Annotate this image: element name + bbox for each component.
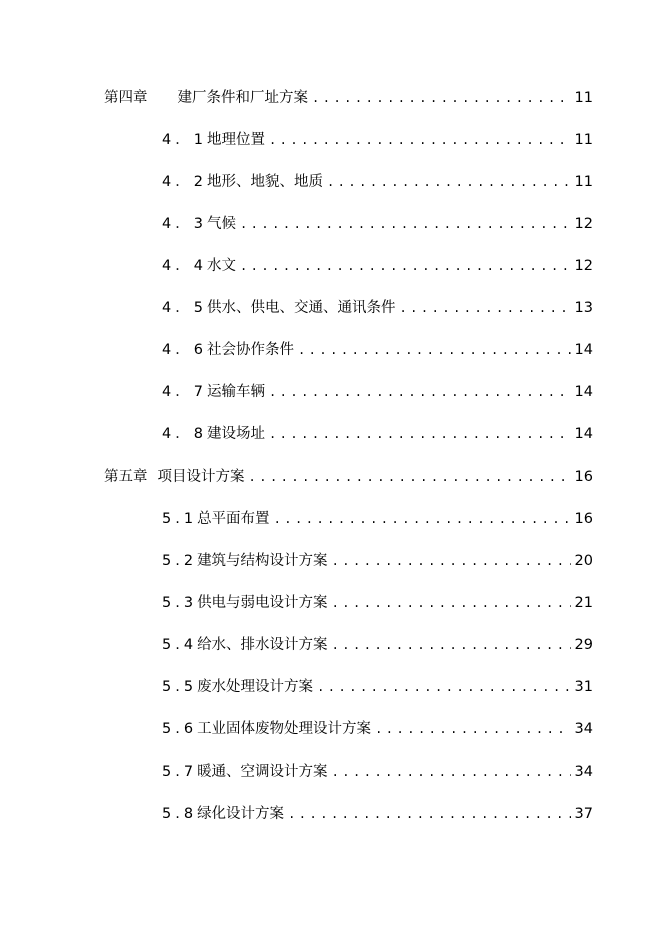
- toc-section-4-5[interactable]: [162, 298, 593, 318]
- toc-section-4-1[interactable]: [162, 130, 593, 150]
- toc-section-5-4[interactable]: [162, 635, 593, 655]
- toc-title: 地理位置: [206, 132, 265, 148]
- toc-number: 4．1: [162, 132, 207, 148]
- toc-title: 暖通、空调设计方案: [197, 764, 328, 780]
- toc-number: 5.8: [162, 806, 198, 822]
- toc-number: 5.2: [162, 553, 198, 569]
- toc-title: 建设场址: [206, 426, 265, 442]
- toc-page-number: 14: [574, 426, 593, 442]
- toc-page-number: 37: [574, 806, 593, 822]
- toc-number: 第五章: [104, 469, 148, 485]
- toc-leader-dots: [240, 214, 571, 234]
- toc-section-4-8[interactable]: [162, 424, 593, 444]
- toc-chapter-5[interactable]: [104, 467, 593, 487]
- toc-title: 水文: [206, 258, 236, 274]
- toc-title: 运输车辆: [206, 384, 265, 400]
- toc-title: 社会协作条件: [206, 342, 294, 358]
- toc-title: 供水、供电、交通、通讯条件: [206, 300, 396, 316]
- toc-number: 第四章: [104, 90, 148, 106]
- toc-number: 4．2: [162, 174, 207, 190]
- toc-leader-dots: [274, 509, 571, 529]
- toc-section-5-8[interactable]: [162, 804, 593, 824]
- toc-leader-dots: [288, 804, 570, 824]
- toc-section-4-3[interactable]: [162, 214, 593, 234]
- toc-number: 5.6: [162, 721, 198, 737]
- toc-number: 4．7: [162, 384, 207, 400]
- toc-leader-dots: [269, 424, 571, 444]
- toc-page-number: 12: [574, 216, 593, 232]
- toc-leader-dots: [269, 130, 571, 150]
- toc-number: 4．6: [162, 342, 207, 358]
- toc-leader-dots: [375, 719, 570, 739]
- toc-number: 5.1: [162, 511, 198, 527]
- toc-title: 地形、地貌、地质: [206, 174, 323, 190]
- toc-section-4-7[interactable]: [162, 382, 593, 402]
- toc-page-number: 14: [574, 342, 593, 358]
- toc-leader-dots: [269, 382, 571, 402]
- toc-title: 气候: [206, 216, 236, 232]
- toc-section-4-6[interactable]: [162, 340, 593, 360]
- toc-title: 废水处理设计方案: [197, 679, 314, 695]
- toc-leader-dots: [399, 298, 570, 318]
- toc-page-number: 34: [574, 764, 593, 780]
- toc-number: 4．3: [162, 216, 207, 232]
- toc-number: 4．4: [162, 258, 207, 274]
- toc-leader-dots: [332, 762, 571, 782]
- toc-number: 4．8: [162, 426, 207, 442]
- toc-title: 给水、排水设计方案: [197, 637, 328, 653]
- toc-title: 建厂条件和厂址方案: [177, 90, 308, 106]
- toc-section-5-3[interactable]: [162, 593, 593, 613]
- toc-page-number: 20: [574, 553, 593, 569]
- toc-number: 5.4: [162, 637, 198, 653]
- toc-page-number: 14: [574, 384, 593, 400]
- toc-section-5-2[interactable]: [162, 551, 593, 571]
- toc-page-number: 16: [574, 511, 593, 527]
- toc-leader-dots: [317, 677, 570, 697]
- toc-title: 项目设计方案: [157, 469, 245, 485]
- toc-page-number: 29: [574, 637, 593, 653]
- toc-number: 5.7: [162, 764, 198, 780]
- toc-title: 总平面布置: [197, 511, 270, 527]
- toc-title: 供电与弱电设计方案: [197, 595, 328, 611]
- toc-title: 绿化设计方案: [197, 806, 285, 822]
- toc-page-number: 12: [574, 258, 593, 274]
- toc-leader-dots: [332, 593, 571, 613]
- toc-page-number: 31: [574, 679, 593, 695]
- toc-page-number: 34: [574, 721, 593, 737]
- toc-leader-dots: [249, 467, 571, 487]
- toc-number: 5.5: [162, 679, 198, 695]
- toc-title: 工业固体废物处理设计方案: [197, 721, 372, 737]
- toc-leader-dots: [312, 88, 571, 108]
- toc-chapter-4[interactable]: [104, 88, 593, 108]
- toc-leader-dots: [332, 551, 571, 571]
- toc-section-5-5[interactable]: [162, 677, 593, 697]
- toc-page-number: 21: [574, 595, 593, 611]
- toc-title: 建筑与结构设计方案: [197, 553, 328, 569]
- toc-section-5-6[interactable]: [162, 719, 593, 739]
- toc-page-number: 11: [574, 132, 593, 148]
- toc-section-4-4[interactable]: [162, 256, 593, 276]
- toc-section-4-2[interactable]: [162, 172, 593, 192]
- toc-leader-dots: [240, 256, 571, 276]
- toc-page-number: 16: [574, 469, 593, 485]
- toc-page-number: 13: [574, 300, 593, 316]
- toc-page-number: 11: [574, 90, 593, 106]
- toc-leader-dots: [327, 172, 571, 192]
- toc-leader-dots: [332, 635, 571, 655]
- toc-number: 5.3: [162, 595, 198, 611]
- toc-section-5-7[interactable]: [162, 762, 593, 782]
- toc-page-number: 11: [574, 174, 593, 190]
- toc-number: 4．5: [162, 300, 207, 316]
- toc-section-5-1[interactable]: [162, 509, 593, 529]
- toc-leader-dots: [298, 340, 571, 360]
